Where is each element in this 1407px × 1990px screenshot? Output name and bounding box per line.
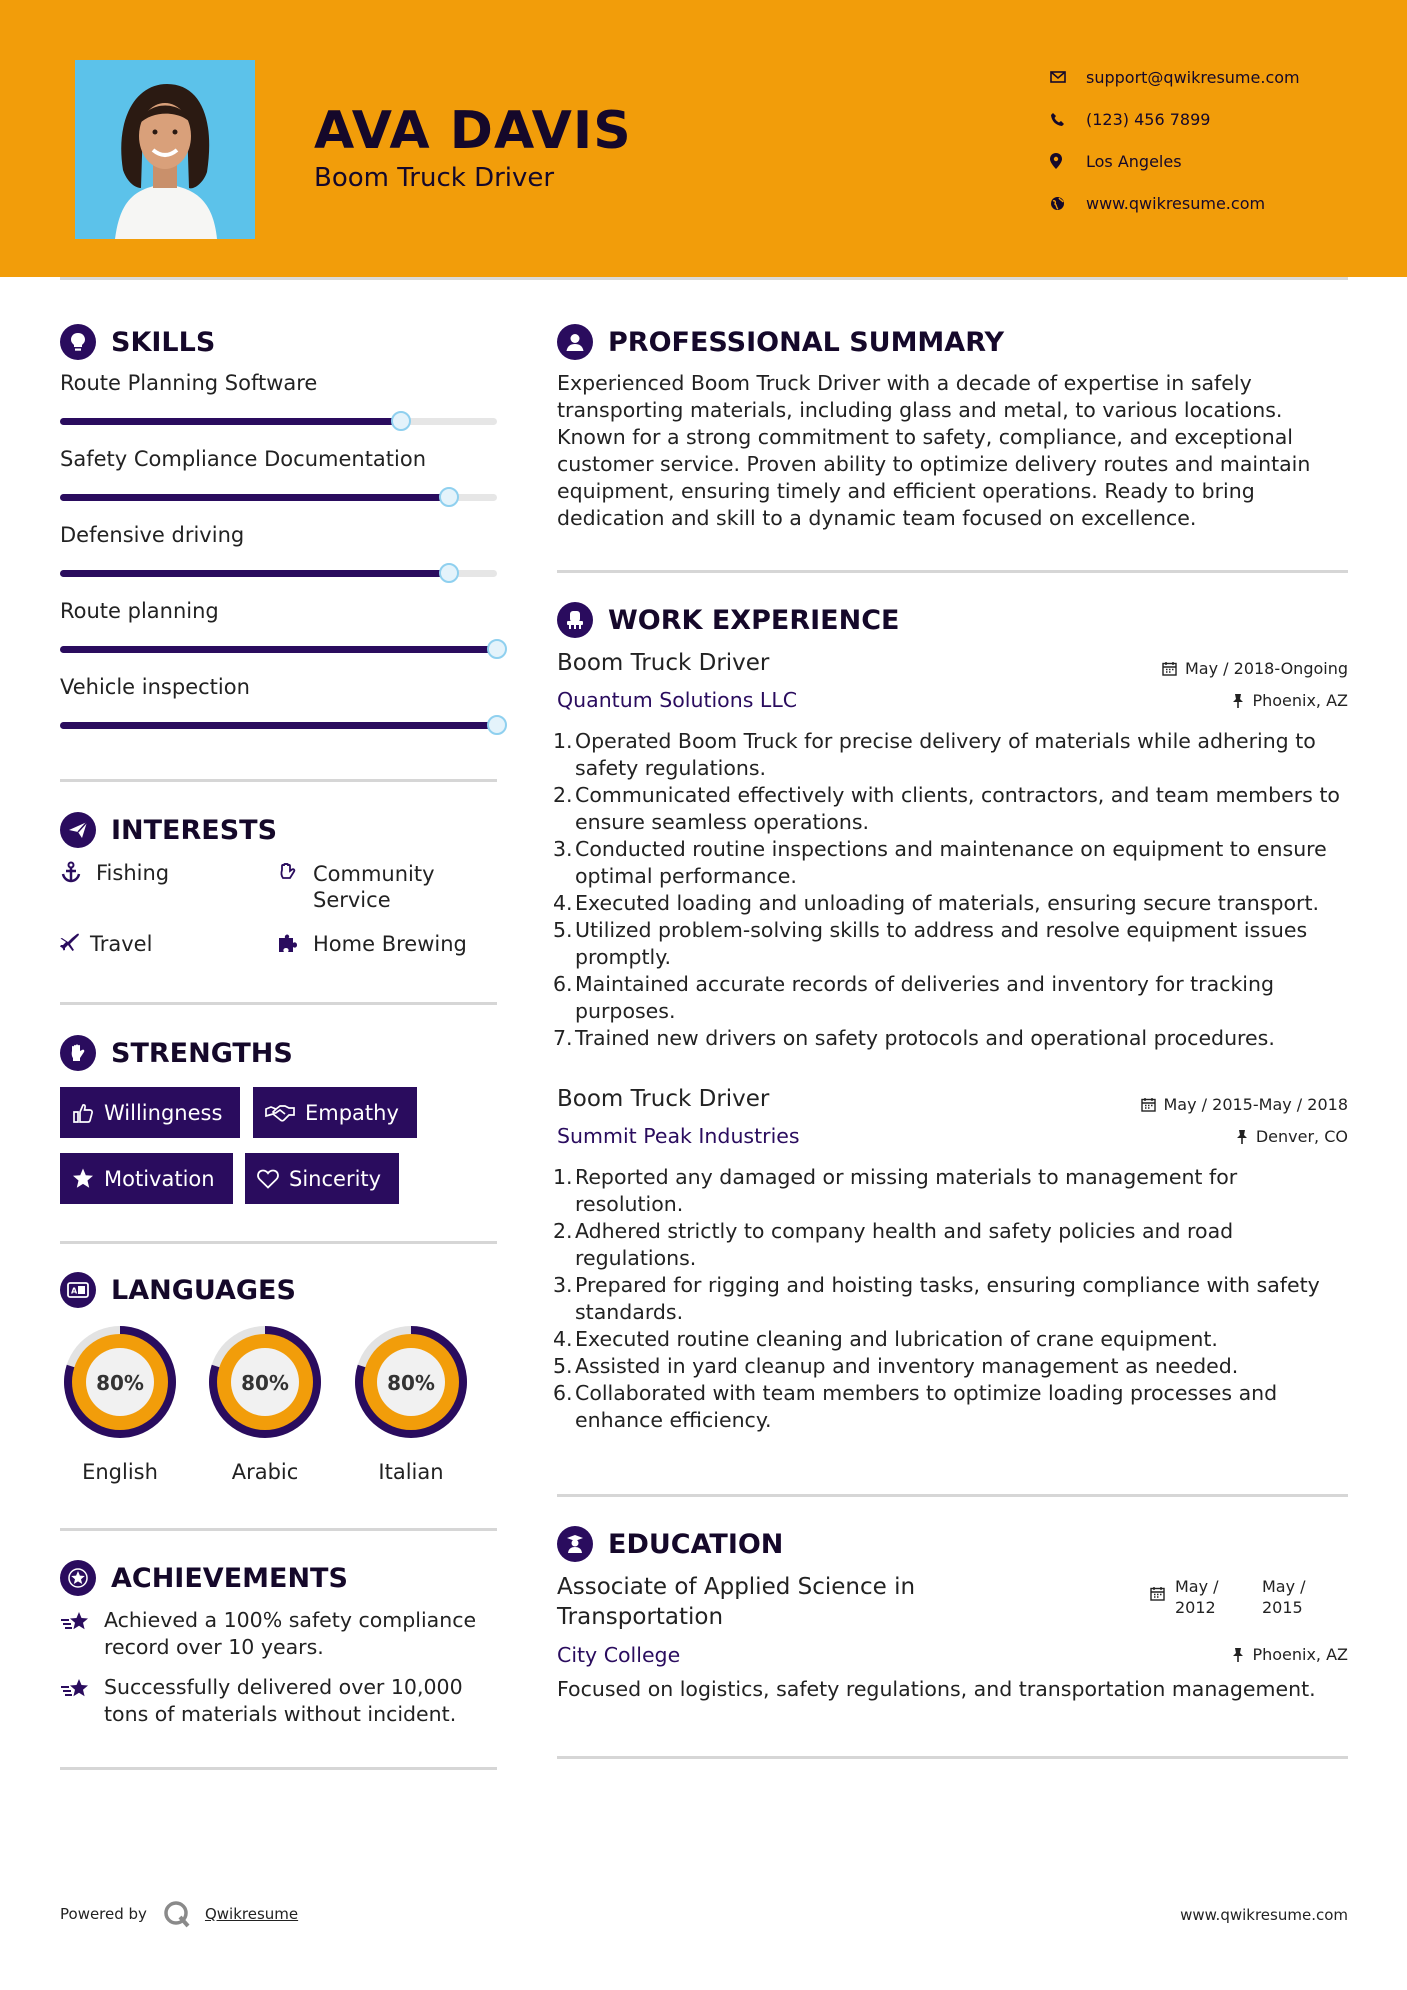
education-start (1175, 1576, 1262, 1618)
calendar-icon (1150, 1576, 1165, 1618)
skill-item (60, 599, 500, 653)
responsibility-item: 4. Executed loading and unloading of materials, ensuring secure transport. (553, 891, 1320, 915)
strengths-title: STRENGTHS (111, 1037, 293, 1069)
pushpin-icon (1236, 1129, 1248, 1145)
education-heading (557, 1526, 783, 1562)
section-divider (60, 1241, 497, 1244)
section-divider (60, 1767, 497, 1770)
plane-icon (60, 932, 90, 957)
resume-header (0, 0, 1407, 277)
contact-email[interactable] (1050, 56, 1300, 98)
responsibility-text: Maintained accurate records of deliveries and inventory for tracking purposes. (575, 972, 1275, 1023)
skill-bar-fill (60, 722, 497, 729)
education-dates (1150, 1576, 1306, 1618)
responsibility-item: 5. Utilized problem-solving skills to address and resolve equipment issues promptly. (553, 918, 1308, 969)
skill-bar-fill (60, 570, 449, 577)
responsibility-item: 6. Maintained accurate records of deliveries and inventory for tracking purposes. (553, 972, 1275, 1023)
achievement-item (60, 1607, 500, 1661)
responsibility-text: Conducted routine inspections and maintenance on equipment to ensure optimal performance. (575, 837, 1327, 888)
contact-website-text: www.qwikresume.com (1086, 193, 1266, 213)
job-location-text: Denver, CO (1255, 1127, 1348, 1146)
heart-icon (257, 1169, 279, 1189)
education-degree: Associate of Applied Science in Transportation (557, 1574, 916, 1630)
education-start-month: May / (1175, 1577, 1219, 1596)
qwikresume-logo-icon (163, 1900, 191, 1928)
candidate-name: AVA DAVIS (314, 101, 632, 161)
summary-heading (557, 324, 1004, 360)
interest-item (60, 932, 152, 957)
footer-url[interactable]: www.qwikresume.com (1180, 1906, 1348, 1924)
map-pin-icon (1050, 153, 1086, 169)
job-company: Summit Peak Industries (557, 1124, 800, 1148)
responsibility-item: 7. Trained new drivers on safety protocols and operational procedures. (553, 1026, 1275, 1050)
strength-tag (253, 1087, 417, 1138)
job-title: Boom Truck Driver (557, 650, 770, 676)
envelope-icon (1050, 71, 1086, 83)
skill-bar (60, 494, 497, 501)
skill-item (60, 675, 500, 729)
job-date (1162, 659, 1348, 678)
skill-bar (60, 570, 497, 577)
responsibility-item: 2. Communicated effectively with clients, contractors, and team members to ensure seamless operations. (553, 783, 1340, 834)
skill-bar (60, 418, 497, 425)
language-ring (349, 1320, 473, 1444)
hand-icon (277, 861, 313, 913)
header-divider (60, 277, 1348, 280)
anchor-icon (60, 861, 96, 888)
contact-website[interactable] (1050, 182, 1300, 224)
user-icon (557, 324, 593, 360)
skill-bar-fill (60, 646, 497, 653)
achievement-text: Achieved a 100% safety compliance record over 10 years. (104, 1608, 477, 1659)
skill-bar-knob (487, 715, 507, 735)
job-responsibilities (553, 728, 1347, 1052)
interest-label: Community Service (313, 862, 435, 912)
language-item (349, 1320, 473, 1484)
job-date-text: May / 2015-May / 2018 (1163, 1095, 1348, 1114)
strength-tag (60, 1087, 240, 1138)
graduate-icon (557, 1526, 593, 1562)
section-divider (60, 1528, 497, 1531)
summary-text: Experienced Boom Truck Driver with a decade of expertise in safely transporting materials, including glass and metal, to various locations. Known for a strong commitment to safety, compliance, and exceptional customer service. Proven ability to optimize delivery routes and maintain equipment, ensuring timely and efficient operations. Ready to bring dedication and skill to a dynamic team focused on excellence. (557, 371, 1311, 530)
responsibility-text: Assisted in yard cleanup and inventory management as needed. (575, 1354, 1239, 1378)
language-percent: 80% (241, 1371, 289, 1395)
language-percent: 80% (387, 1371, 435, 1395)
shooting-star-icon (60, 1674, 104, 1728)
skill-bar-knob (439, 487, 459, 507)
job-date-text: May / 2018-Ongoing (1185, 659, 1348, 678)
language-percent: 80% (96, 1371, 144, 1395)
skill-bar (60, 646, 497, 653)
briefcase-icon (557, 602, 593, 638)
interests-heading (60, 812, 277, 848)
language-item (203, 1320, 327, 1484)
education-location (1232, 1645, 1348, 1664)
responsibility-item: 2. Adhered strictly to company health and safety policies and road regulations. (553, 1219, 1234, 1270)
skill-bar-fill (60, 418, 401, 425)
language-name: Arabic (231, 1460, 299, 1484)
responsibility-item: 3. Prepared for rigging and hoisting tasks, ensuring compliance with safety standards. (553, 1273, 1320, 1324)
responsibility-item: 1. Reported any damaged or missing materials to management for resolution. (553, 1165, 1238, 1216)
strength-tag (60, 1153, 233, 1204)
section-divider (557, 1756, 1348, 1759)
responsibility-text: Trained new drivers on safety protocols and operational procedures. (575, 1026, 1275, 1050)
powered-by-text: Powered by (60, 1905, 147, 1923)
brand-link[interactable]: Qwikresume (204, 1905, 299, 1923)
interest-label: Fishing (96, 861, 170, 885)
languages-title: LANGUAGES (111, 1274, 296, 1306)
contact-location (1050, 140, 1300, 182)
skill-label: Safety Compliance Documentation (60, 447, 427, 471)
interest-item (277, 932, 467, 959)
skill-bar (60, 722, 497, 729)
interest-label: Home Brewing (313, 932, 467, 956)
responsibility-text: Collaborated with team members to optimize loading processes and enhance efficiency. (575, 1381, 1278, 1432)
responsibility-item: 3. Conducted routine inspections and maintenance on equipment to ensure optimal performance. (553, 837, 1327, 888)
section-divider (60, 779, 497, 782)
skill-label: Defensive driving (60, 523, 245, 547)
footer-powered-by (60, 1900, 298, 1928)
translate-icon (60, 1272, 96, 1308)
star-badge-icon (60, 1560, 96, 1596)
contact-phone[interactable] (1050, 98, 1300, 140)
section-divider (557, 1494, 1348, 1497)
skill-item (60, 523, 500, 577)
education-description: Focused on logistics, safety regulations, and transportation management. (557, 1677, 1316, 1701)
section-divider (557, 570, 1348, 573)
languages-heading (60, 1272, 296, 1308)
responsibility-text: Executed routine cleaning and lubrication of crane equipment. (575, 1327, 1218, 1351)
thumbs-up-icon (72, 1102, 94, 1124)
responsibility-text: Utilized problem-solving skills to address and resolve equipment issues promptly. (575, 918, 1308, 969)
interest-item (60, 861, 169, 888)
skill-label: Route planning (60, 599, 219, 623)
achievements-heading (60, 1560, 348, 1596)
paper-plane-icon (60, 812, 96, 848)
responsibility-text: Communicated effectively with clients, contractors, and team members to ensure seamless operations. (575, 783, 1340, 834)
job-responsibilities (553, 1164, 1347, 1434)
achievement-item (60, 1674, 500, 1728)
contact-list (1050, 56, 1300, 224)
responsibility-text: Operated Boom Truck for precise delivery of materials while adhering to safety regulations. (575, 729, 1316, 780)
skills-title: SKILLS (111, 326, 216, 358)
contact-phone-text: (123) 456 7899 (1086, 109, 1211, 129)
strength-tag (245, 1153, 399, 1204)
education-title: EDUCATION (608, 1528, 784, 1560)
star-icon (72, 1168, 94, 1189)
skill-item (60, 371, 500, 425)
job-date (1141, 1095, 1349, 1114)
language-name: English (82, 1460, 158, 1484)
lightbulb-icon (60, 324, 96, 360)
strength-label: Sincerity (289, 1166, 382, 1191)
job-location (1232, 691, 1348, 710)
contact-email-text: support@qwikresume.com (1086, 67, 1300, 87)
skill-bar-knob (439, 563, 459, 583)
responsibility-item: 5. Assisted in yard cleanup and inventory management as needed. (553, 1354, 1239, 1378)
strength-label: Willingness (104, 1100, 223, 1125)
profile-photo (75, 60, 255, 239)
skill-bar-knob (487, 639, 507, 659)
education-end-year: 2015 (1262, 1598, 1303, 1617)
fist-icon (60, 1035, 96, 1071)
pushpin-icon (1232, 693, 1244, 709)
shooting-star-icon (60, 1607, 104, 1661)
strength-label: Empathy (305, 1100, 399, 1125)
interest-label: Travel (90, 932, 153, 956)
responsibility-text: Reported any damaged or missing materials to management for resolution. (575, 1165, 1238, 1216)
language-ring (203, 1320, 327, 1444)
education-school: City College (557, 1643, 681, 1667)
strength-label: Motivation (104, 1166, 215, 1191)
job-location-text: Phoenix, AZ (1252, 691, 1348, 710)
calendar-icon (1141, 1097, 1156, 1112)
language-item (58, 1320, 182, 1484)
calendar-icon (1162, 661, 1177, 676)
interest-item (277, 861, 477, 913)
skill-bar-fill (60, 494, 449, 501)
svg-text:A: A (71, 1286, 78, 1296)
job-company: Quantum Solutions LLC (557, 688, 798, 712)
language-name: Italian (378, 1460, 444, 1484)
responsibility-item: 6. Collaborated with team members to optimize loading processes and enhance efficiency. (553, 1381, 1278, 1432)
responsibility-item: 1. Operated Boom Truck for precise delivery of materials while adhering to safety regulations. (553, 729, 1316, 780)
education-end-month: May / (1262, 1577, 1306, 1596)
education-start-year: 2012 (1175, 1598, 1216, 1617)
summary-title: PROFESSIONAL SUMMARY (608, 326, 1005, 358)
interests-title: INTERESTS (111, 814, 278, 846)
pushpin-icon (1232, 1647, 1244, 1663)
puzzle-icon (277, 932, 313, 959)
handshake-icon (265, 1103, 295, 1123)
candidate-title: Boom Truck Driver (314, 163, 555, 193)
responsibility-text: Adhered strictly to company health and safety policies and road regulations. (575, 1219, 1234, 1270)
skills-heading (60, 324, 215, 360)
globe-icon (1050, 196, 1086, 211)
language-ring (58, 1320, 182, 1444)
contact-location-text: Los Angeles (1086, 151, 1182, 171)
skill-item (60, 447, 500, 501)
responsibility-text: Prepared for rigging and hoisting tasks, ensuring compliance with safety standards. (575, 1273, 1320, 1324)
job-title: Boom Truck Driver (557, 1086, 770, 1112)
achievements-title: ACHIEVEMENTS (111, 1562, 348, 1594)
education-end (1262, 1576, 1306, 1618)
section-divider (60, 1002, 497, 1005)
responsibility-item: 4. Executed routine cleaning and lubrication of crane equipment. (553, 1327, 1218, 1351)
skill-label: Route Planning Software (60, 371, 318, 395)
education-location-text: Phoenix, AZ (1252, 1645, 1348, 1664)
experience-title: WORK EXPERIENCE (608, 604, 900, 636)
phone-icon (1050, 112, 1086, 127)
job-location (1236, 1127, 1348, 1146)
skill-label: Vehicle inspection (60, 675, 250, 699)
responsibility-text: Executed loading and unloading of materials, ensuring secure transport. (575, 891, 1320, 915)
strengths-heading (60, 1035, 293, 1071)
achievement-text: Successfully delivered over 10,000 tons of materials without incident. (104, 1675, 463, 1726)
skill-bar-knob (391, 411, 411, 431)
experience-heading (557, 602, 899, 638)
